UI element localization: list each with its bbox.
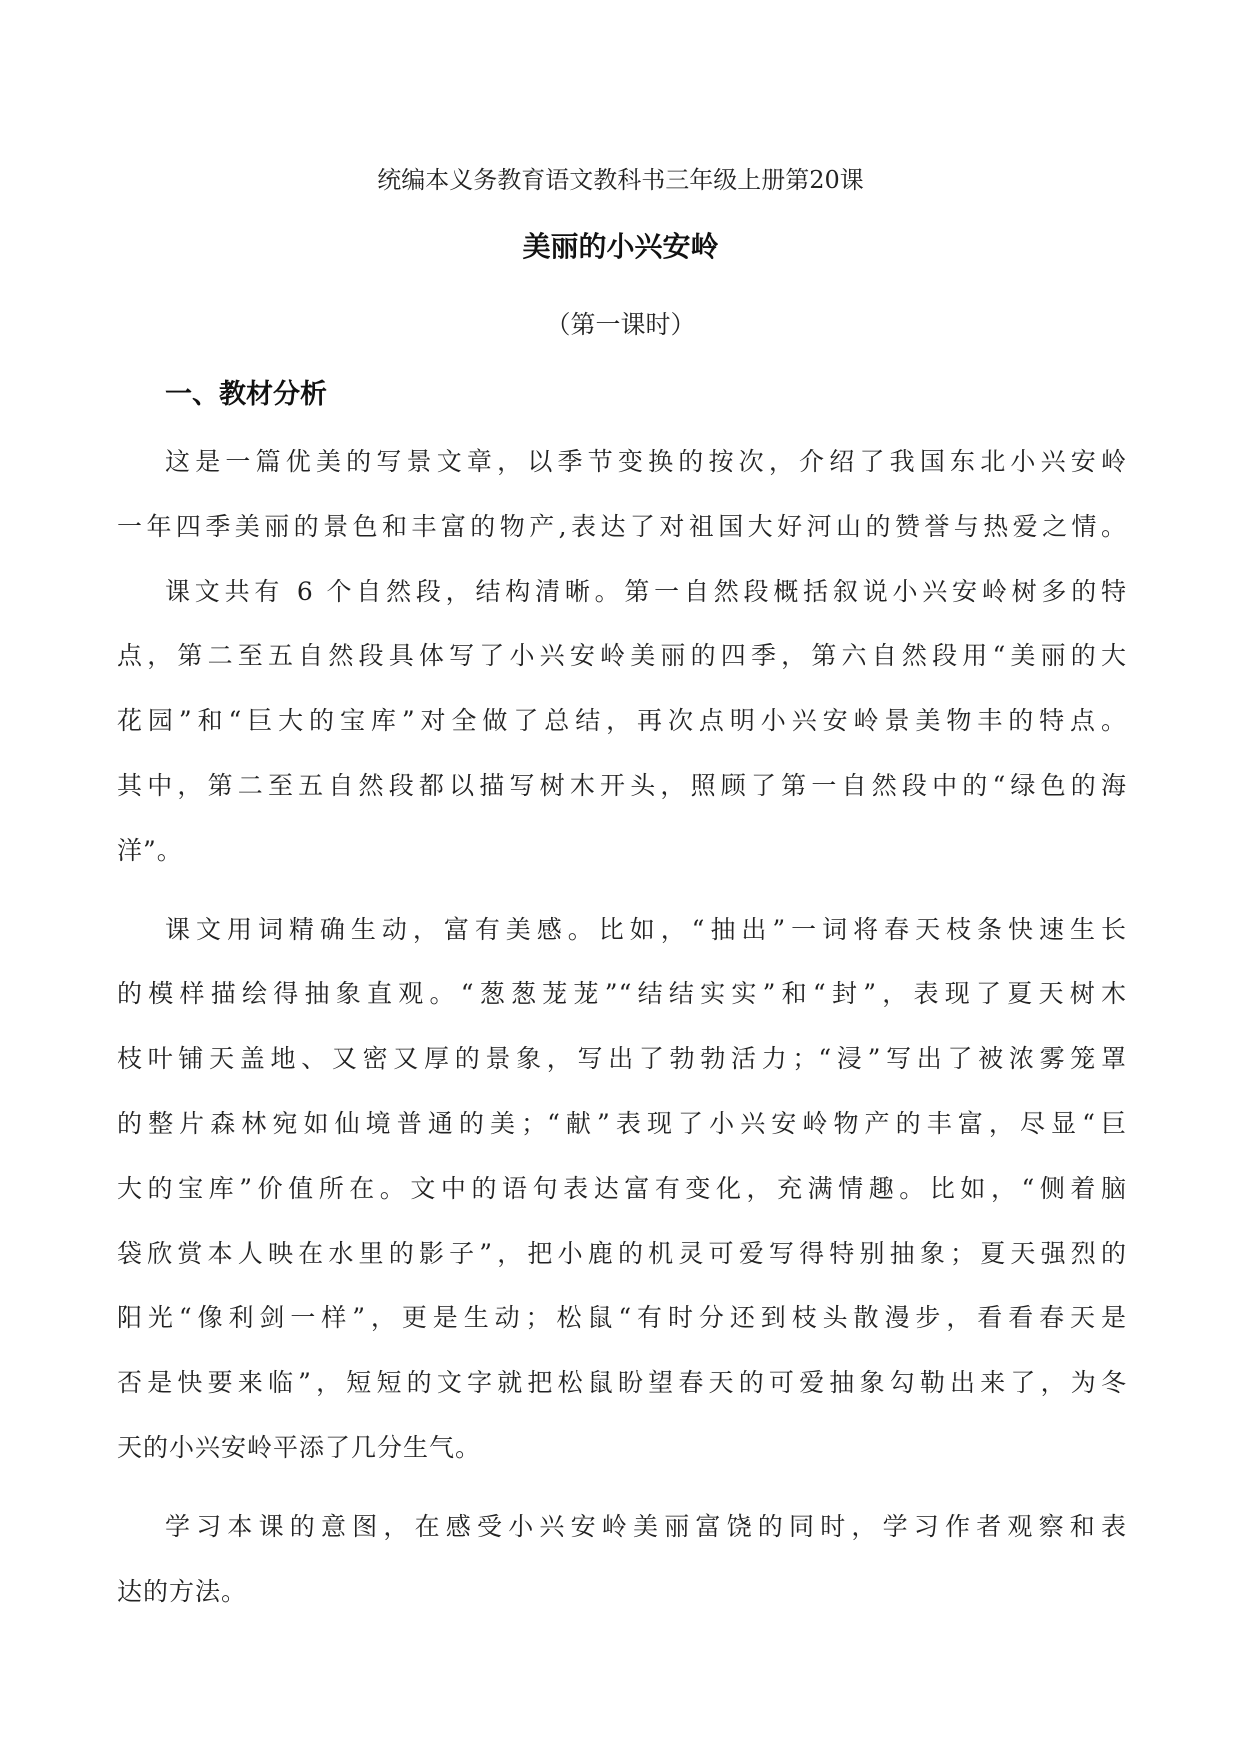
paragraph-line: 课文共有 6 个自然段，结构清晰。第一自然段概括叙说小兴安岭树多的特 <box>165 576 1127 606</box>
lesson-period: （第一课时） <box>545 310 696 339</box>
paragraph-line: 这是一篇优美的写景文章，以季节变换的按次，介绍了我国东北小兴安岭 <box>165 447 1127 476</box>
paragraph-line: 学习本课的意图，在感受小兴安岭美丽富饶的同时，学习作者观察和表 <box>165 1511 1127 1541</box>
paragraph-3 <box>117 898 1127 1481</box>
paragraph-line: 枝叶铺天盖地、又密又厚的景象，写出了勃勃活力；“浸”写出了被浓雾笼罩 <box>117 1044 1127 1074</box>
paragraph-line: 点，第二至五自然段具体写了小兴安岭美丽的四季，第六自然段用“美丽的大 <box>117 641 1127 671</box>
paragraph-line: 课文用词精确生动，富有美感。比如，“抽出”一词将春天枝条快速生长 <box>165 914 1127 944</box>
paragraph-line: 否是快要来临”，短短的文字就把松鼠盼望春天的可爱抽象勾勒出来了，为冬 <box>117 1368 1127 1398</box>
paragraph-line: 洋”。 <box>117 835 183 865</box>
document-body <box>117 430 1127 1624</box>
paragraph-line: 阳光“像利剑一样”，更是生动；松鼠“有时分还到枝头散漫步，看看春天是 <box>117 1303 1127 1333</box>
paragraph-4 <box>117 1495 1127 1625</box>
paragraph-line: 达的方法。 <box>117 1576 248 1606</box>
paragraph-spacer <box>117 1481 1127 1495</box>
section-heading: 一、教材分析 <box>165 379 327 410</box>
paragraph-spacer <box>117 884 1127 898</box>
lesson-title: 美丽的小兴安岭 <box>522 230 719 263</box>
paragraph-line: 大的宝库”价值所在。文中的语句表达富有变化，充满情趣。比如，“侧着脑 <box>117 1173 1127 1203</box>
paragraph-2 <box>117 560 1127 884</box>
paragraph-line: 的整片森林宛如仙境普通的美；“献”表现了小兴安岭物产的丰富，尽显“巨 <box>117 1108 1127 1138</box>
paragraph-line: 花园”和“巨大的宝库”对全做了总结，再次点明小兴安岭景美物丰的特点。 <box>117 706 1127 736</box>
paragraph-line: 其中，第二至五自然段都以描写树木开头，照顾了第一自然段中的“绿色的海 <box>117 770 1127 800</box>
paragraph-line: 一年四季美丽的景色和丰富的物产,表达了对祖国大好河山的赞誉与热爱之情。 <box>117 511 1127 541</box>
paragraph-line: 袋欣赏本人映在水里的影子”，把小鹿的机灵可爱写得特别抽象；夏天强烈的 <box>117 1238 1127 1268</box>
paragraph-1 <box>117 430 1127 560</box>
textbook-subtitle: 统编本义务教育语文教科书三年级上册第20课 <box>377 166 864 194</box>
paragraph-line: 天的小兴安岭平添了几分生气。 <box>117 1432 482 1462</box>
paragraph-line: 的模样描绘得抽象直观。“葱葱茏茏”“结结实实”和“封”，表现了夏天树木 <box>117 979 1127 1009</box>
